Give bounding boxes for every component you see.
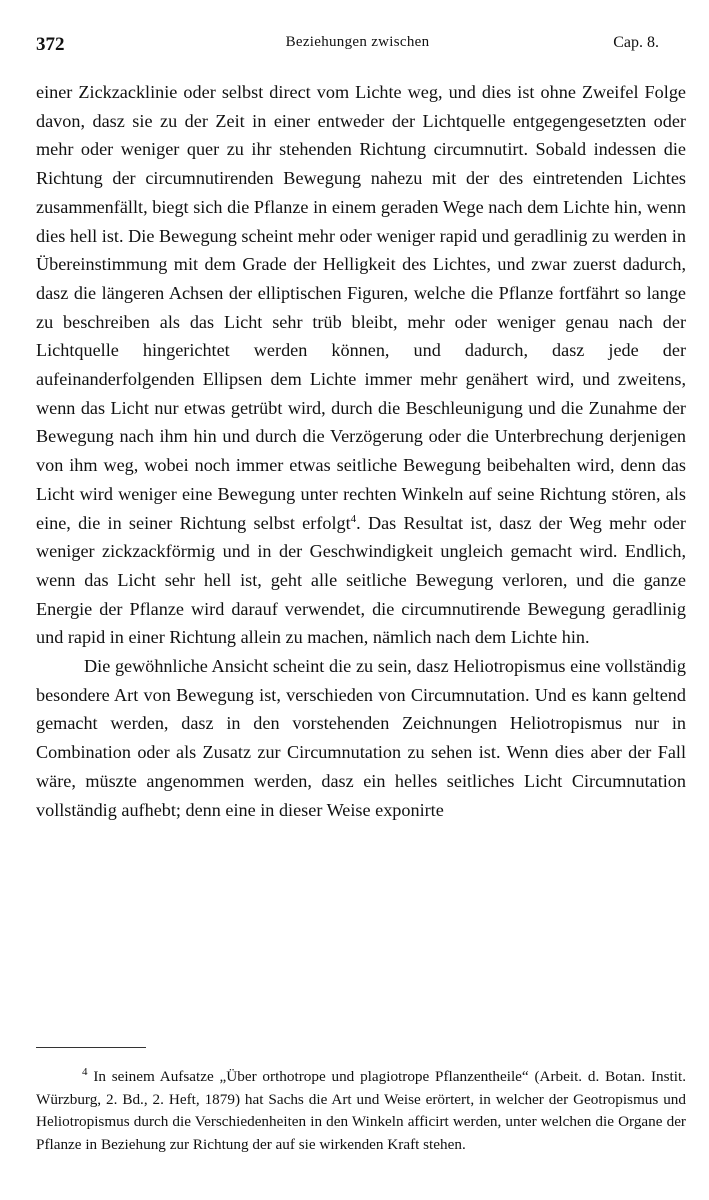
footnote-divider — [36, 1047, 146, 1048]
page-number: 372 — [36, 34, 65, 55]
paragraph-text: . Das Resultat ist, dasz der Weg mehr oder weniger zickzackförmig und in der Geschwindigkeit ungleich gemacht wird. Endlich, wenn das Licht sehr hell ist, geht alle seitliche Bewegung verloren, und die ganze Energie der Pflanze wird darauf verwendet, die circumnutirende Bewegung geradlinig und rapid in einer Richtung allein zu machen, nämlich nach dem Lichte hin. — [36, 512, 686, 648]
paragraph-text: einer Zickzacklinie oder selbst direct vom Lichte weg, und dies ist ohne Zweifel Folge davon, dasz sie zu der Zeit in einer entweder der Lichtquelle entgegengesetzten oder mehr oder weniger quer zu ihr stehenden Richtung circumnutirt. Sobald indessen die Richtung der circumnutirenden Bewegung nahezu mit der des eintretenden Lichtes zusammenfällt, biegt sich die Pflanze in einem geraden Wege nach dem Lichte hin, wenn dies hell ist. Die Bewegung scheint mehr oder weniger rapid und geradlinig zu werden in Übereinstimmung mit dem Grade der Helligkeit des Lichtes, und zwar zuerst dadurch, dasz die längeren Achsen der elliptischen Figuren, welche die Pflanze fortfährt so lange zu beschreiben als das Licht sehr trüb bleibt, mehr oder weniger genau nach der Lichtquelle hingerichtet werden können, und dadurch, dasz jede der aufeinanderfolgenden Ellipsen dem Lichte immer mehr genähert wird, und zweitens, wenn das Licht nur etwas getrübt wird, durch die Beschleunigung und die Zunahme der Bewegung nach ihm hin und durch die Verzögerung oder die Unterbrechung derjenigen von ihm weg, wobei noch immer etwas seitliche Bewegung beibehalten wird, denn das Licht wird weniger eine Bewegung unter rechten Winkeln auf seine Richtung stören, als eine, die in seiner Richtung selbst erfolgt — [36, 82, 686, 533]
footnote — [36, 1066, 686, 1156]
chapter-label: Cap. 8. — [613, 34, 659, 51]
page-header — [36, 30, 679, 60]
footnote-marker: 4 — [82, 1065, 88, 1078]
footnote-text: In seinem Aufsatze „Über orthotrope und plagiotrope Pflanzentheile“ (Arbeit. d. Botan. Instit. Würzburg, 2. Bd., 2. Heft, 1879) hat Sachs die Art und Weise erörtert, in welcher der Geotropismus und Heliotropismus durch die Verschiedenheiten in den Winkeln afficirt werden, unter welchen die Organe der Pflanze in Beziehung zur Richtung der auf sie wirkenden Kraft stehen. — [36, 1068, 686, 1153]
body-text — [36, 78, 686, 824]
footnotes — [36, 1066, 686, 1156]
running-title: Beziehungen zwischen — [285, 34, 430, 50]
paragraph: Die gewöhnliche Ansicht scheint die zu sein, dasz Heliotropismus eine vollständig besondere Art von Bewegung ist, verschieden von Circumnutation. Und es kann geltend gemacht werden, dasz in den vorstehenden Zeichnungen Heliotropismus nur in Combination oder als Zusatz zur Circumnutation zu sehen ist. Wenn dies aber der Fall wäre, müszte angenommen werden, dasz ein helles seitliches Licht Circumnutation vollständig aufhebt; denn eine in dieser Weise exponirte — [36, 656, 686, 820]
footnote-reference: 4 — [350, 512, 357, 525]
paragraph — [36, 78, 686, 652]
